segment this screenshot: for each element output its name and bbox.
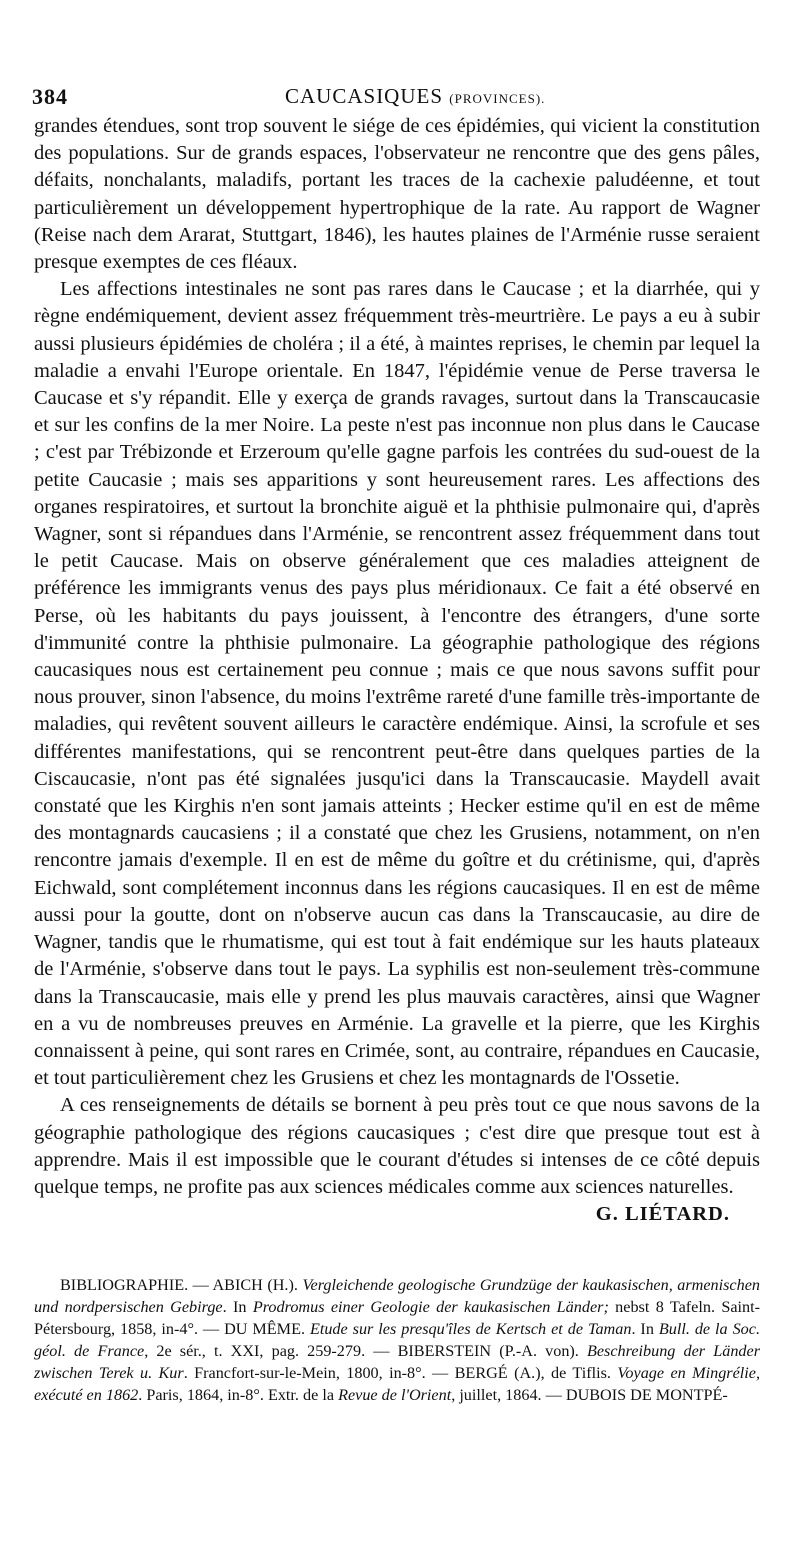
biblio-title: Vergleichende geologische Grundzüge der kaukasischen, armenischen und nordpersischen Gebirge bbox=[34, 1276, 760, 1316]
biblio-title: Voyage en Mingrélie, exécuté en 1862 bbox=[34, 1364, 760, 1404]
biblio-title: Prodromus einer Geologie der kaukasischen Länder; bbox=[252, 1298, 609, 1316]
biblio-part: . In bbox=[631, 1320, 659, 1338]
page-number: 384 bbox=[32, 84, 68, 109]
biblio-part: , juillet, 1864. — DUBOIS DE MONTPÉ- bbox=[451, 1386, 728, 1404]
running-head-title: CAUCASIQUES bbox=[285, 84, 444, 108]
paragraph-1: grandes étendues, sont trop souvent le siége de ces épidémies, qui vicient la constitution des populations. Sur de grands espaces, l'observateur ne rencontre que des gens pâles, défaits, nonchalants, maladifs, portant les traces de la cachexie paludéenne, et tout particulièrement un développement hypertrophique de la rate. Au rapport de Wagner (Reise nach dem Ararat, Stuttgart, 1846), les hautes plaines de l'Arménie russe seraient presque exemptes de ces fléaux. bbox=[34, 115, 760, 274]
biblio-part: , 2e sér., t. XXI, pag. 259-279. — BIBERSTEIN (P.-A. von). bbox=[144, 1342, 587, 1360]
running-head bbox=[285, 84, 545, 109]
bibliography bbox=[34, 1274, 760, 1406]
paragraph-2: Les affections intestinales ne sont pas rares dans le Caucase ; et la diarrhée, qui y règne endémiquement, devient assez fréquemment très-meurtrière. Le pays a eu à subir aussi plusieurs épidémies de choléra ; il a été, à maintes reprises, le chemin par lequel la maladie a envahi l'Europe orientale. En 1847, l'épidémie venue de Perse traversa le Caucase et s'y répandit. Elle y exerça de grands ravages, surtout dans la Transcaucasie et sur les confins de la mer Noire. La peste n'est pas inconnue non plus dans le Caucase ; c'est par Trébizonde et Erzeroum qu'elle gagne parfois les contrées du sud-ouest de la petite Caucasie ; mais ses apparitions y sont heureusement rares. Les affections des organes respiratoires, et surtout la bronchite aiguë et la phthisie pulmonaire qui, d'après Wagner, sont si répandues dans l'Arménie, se rencontrent assez fréquemment dans tout le petit Caucase. Mais on observe généralement que ces maladies atteignent de préférence les immigrants venus des pays plus méridionaux. Ce fait a été observé en Perse, où les habitants du pays jouissent, à l'encontre des étrangers, d'une sorte d'immunité contre la phthisie pulmonaire. La géographie pathologique des régions caucasiques nous est certainement peu connue ; mais ce que nous savons suffit pour nous prouver, sinon l'absence, du moins l'extrême rareté d'une famille très-importante de maladies, qui revêtent souvent ailleurs le caractère endémique. Ainsi, la scrofule et ses différentes manifestations, qui se rencontrent peut-être dans quelques parties de la Ciscaucasie, n'ont pas été signalées jusqu'ici dans la Transcaucasie. Maydell avait constaté que les Kirghis n'en sont jamais atteints ; Hecker estime qu'il en est de même des montagnards caucasiens ; il a constaté que chez les Grusiens, notamment, on n'en rencontre jamais d'exemple. Il en est de même du goître et du crétinisme, qui, d'après Eichwald, sont complétement inconnus dans les régions caucasiques. Il en est de même aussi pour la goutte, dont on n'observe aucun cas dans la Transcaucasie, au dire de Wagner, tandis que le rhumatisme, qui est tout à fait endémique sur les hauts plateaux de l'Arménie, s'observe dans tout le pays. La syphilis est non-seulement très-commune dans la Transcaucasie, mais elle y prend les plus mauvais caractères, ainsi que Wagner en a vu de nombreuses preuves en Arménie. La gravelle et la pierre, que les Kirghis connaissent à peine, qui sont rares en Crimée, sont, au contraire, répandues en Caucasie, et tout particulièrement chez les Grusiens et chez les montagnards de l'Ossetie. bbox=[34, 278, 760, 1090]
biblio-title: Beschreibung der Länder zwischen Terek u. Kur bbox=[34, 1342, 760, 1382]
paragraph-3: A ces renseignements de détails se bornent à peu près tout ce que nous savons de la géographie pathologique des régions caucasiques ; c'est dire que presque tout est à apprendre. Mais il est impossible que le courant d'études si intenses de ce côté depuis quelque temps, ne profite pas aux sciences médicales comme aux sciences naturelles. bbox=[34, 1094, 760, 1198]
biblio-part: . Paris, 1864, in-8°. Extr. de la bbox=[138, 1386, 339, 1404]
bibliography-paragraph bbox=[34, 1274, 760, 1406]
running-head-subtitle: (PROVINCES). bbox=[449, 91, 546, 106]
bibliography-lead: BIBLIOGRAPHIE. bbox=[60, 1276, 189, 1294]
article-body bbox=[34, 113, 760, 1226]
author-signature: G. LIÉTARD. bbox=[595, 1203, 730, 1226]
biblio-part: . Francfort-sur-le-Mein, 1800, in-8°. — BERGÉ (A.), de Tiflis. bbox=[183, 1364, 618, 1382]
biblio-part: nebst 8 Tafeln. Saint-Pétersbourg, 1858, in-4°. — DU MÊME. bbox=[34, 1298, 761, 1338]
biblio-title: Bull. de la Soc. géol. de France bbox=[34, 1320, 761, 1360]
biblio-part: . In bbox=[222, 1298, 253, 1316]
biblio-title: Revue de l'Orient bbox=[338, 1386, 452, 1404]
biblio-part: — ABICH (H.). bbox=[188, 1276, 303, 1294]
biblio-title: Etude sur les presqu'îles de Kertsch et de Taman bbox=[309, 1320, 632, 1338]
